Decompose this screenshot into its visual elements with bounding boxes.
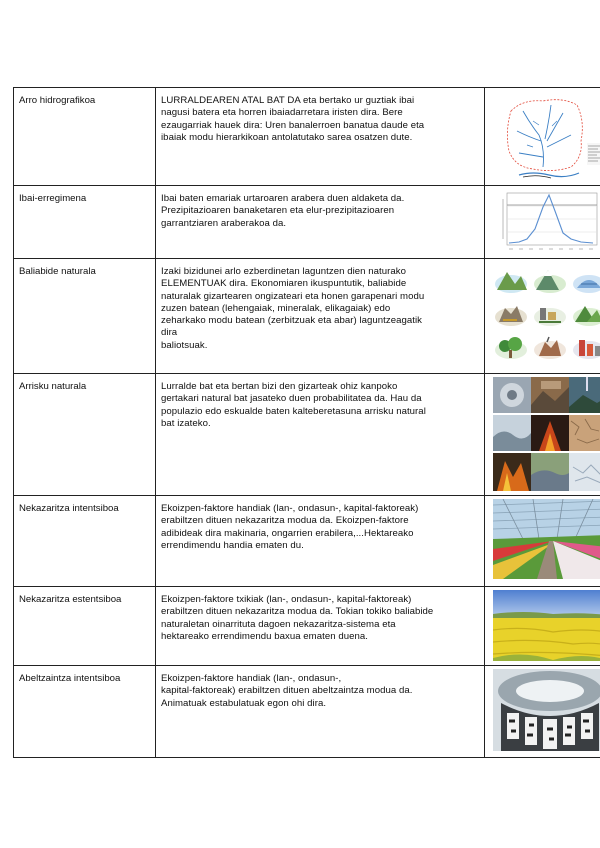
definition-text: Izaki bizidunei arlo ezberdinetan laguntzen dien naturako ELEMENTUAK dira. Ekonomiaren ikuspuntutik, baliabide naturalak gizartearen ongizateari eta honen garapenari modu zuzen batean (lehengaiak, mineralak, elikagaiak) edo zeharkako modu batean (zerbitzuak eta abar) laguntzeagatik dira baliotsuak. (161, 266, 425, 351)
milking-parlour-photo-image (493, 669, 600, 751)
definition-text: Ekoizpen-faktore txikiak (lan-, ondasun-, kapital-faktoreak) erabiltzen dituen nekazaritza modua da. Tokian tokiko baliabide naturaletan oinarrituta dagoen nekazaritza-sistema eta hektareako errendimendu baxua ematen duena. (161, 594, 434, 642)
table-row (14, 666, 600, 758)
table-row (14, 186, 600, 259)
river-basin-map-image (493, 91, 600, 181)
table-row (14, 587, 600, 666)
river-flow-graph-image (493, 189, 600, 255)
table-row (14, 496, 600, 587)
term-cell: Abeltzaintza intentsiboa (14, 666, 156, 758)
definition-text: Lurralde bat eta bertan bizi den gizarteak ohiz kanpoko gertakari natural bat jasateko duen probabilitatea da. Hau da populazio edo eskualde baten kalteberetasuna arrisku natural bat izateko. (161, 381, 426, 429)
rapeseed-field-photo-image (493, 590, 600, 661)
definition-text: Ekoizpen-faktore handiak (lan-, ondasun-, kapital-faktoreak) erabiltzen dituen nekazaritza modua da. Ekoizpen-faktore adibideak dira makinaria, ongarrien erabilera,...Hektareako errendimendu handia ematen du. (161, 503, 419, 551)
term-cell: Nekazaritza intentsiboa (14, 496, 156, 587)
term-cell: Ibai-erregimena (14, 186, 156, 259)
natural-resources-illustrations-image (493, 262, 600, 368)
table-row (14, 374, 600, 496)
natural-hazards-collage-image (493, 377, 600, 491)
term-cell: Nekazaritza estentsiboa (14, 587, 156, 666)
definition-text: Ibai baten emariak urtaroaren arabera duen aldaketa da. Prezipitazioaren banaketaren eta elur-prezipitazioaren garrantziaren araberakoa da. (161, 193, 405, 229)
term-cell: Arro hidrografikoa (14, 88, 156, 186)
definition-text: LURRALDEAREN ATAL BAT DA eta bertako ur guztiak ibai nagusi batera eta horren ibaiadarretara iristen dira. Bere ezaugarriak hauek dira: Uren banalerroen banatua daude eta ibaiak modu hierarkikoan antolatutako sarea osatzen dute. (161, 95, 425, 143)
term-cell: Baliabide naturala (14, 259, 156, 374)
definition-text: Ekoizpen-faktore handiak (lan-, ondasun-, kapital-faktoreak) erabiltzen dituen abeltzaintza modua da. Animatuak estabulatuak egon ohi dira. (161, 673, 413, 709)
table-row (14, 259, 600, 374)
term-cell: Arrisku naturala (14, 374, 156, 496)
glossary-table (13, 87, 600, 758)
table-row (14, 88, 600, 186)
greenhouse-photo-image (493, 499, 600, 579)
